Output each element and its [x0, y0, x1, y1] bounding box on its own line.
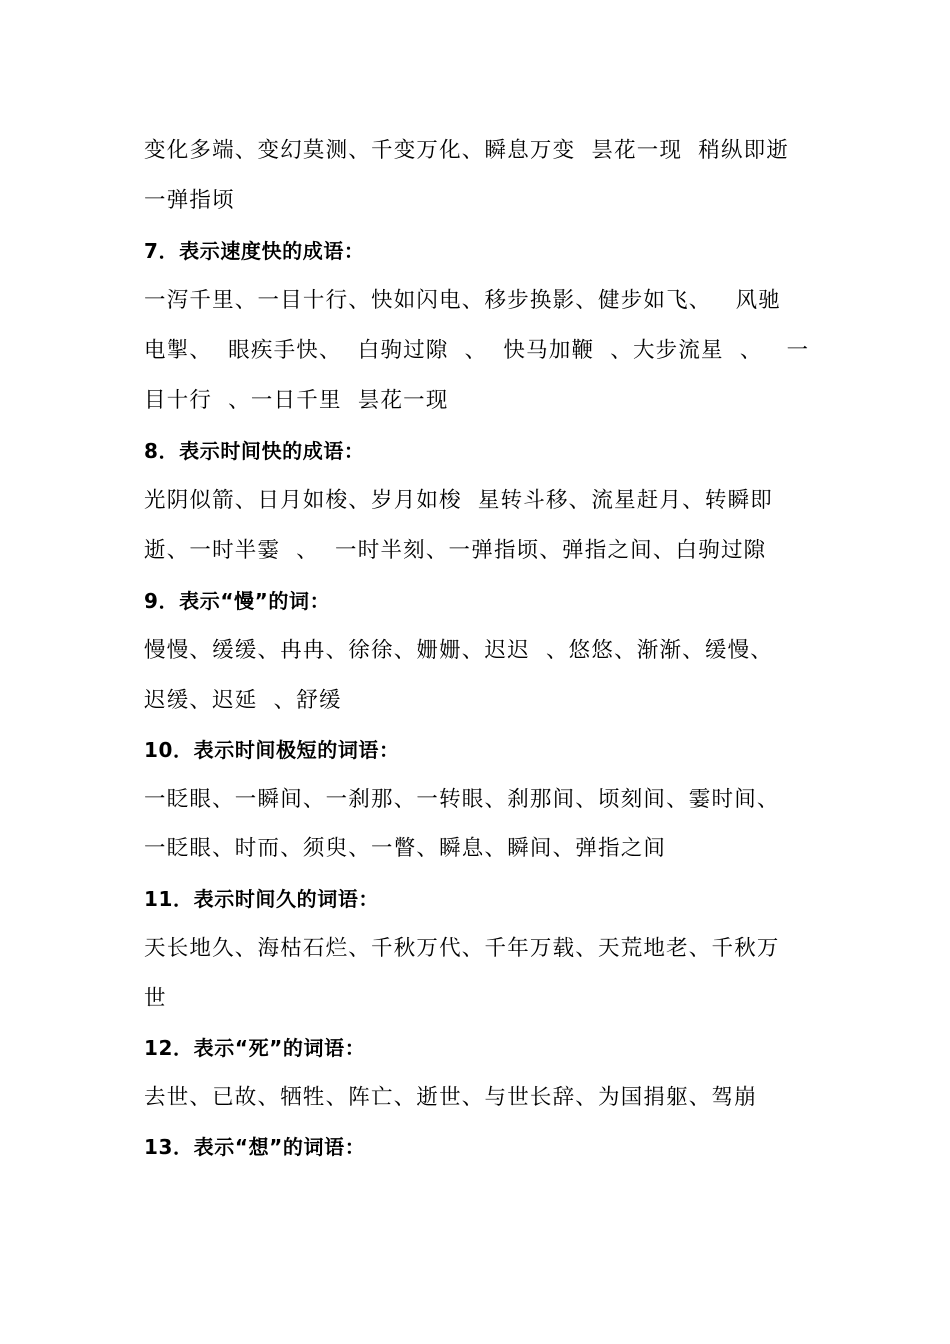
section-heading-8: 8．表示时间快的成语： [144, 439, 365, 463]
body-line: 慢慢、缓缓、冉冉、徐徐、姗姗、迟迟 、悠悠、渐渐、缓慢、 [144, 638, 773, 663]
section-heading-13: 13．表示“想”的词语： [144, 1135, 366, 1159]
section-heading-10: 10．表示时间极短的词语： [144, 738, 400, 762]
section-heading-11: 11．表示时间久的词语： [144, 887, 380, 911]
body-line: 迟缓、迟延 、舒缓 [144, 688, 342, 713]
body-line: 一眨眼、一瞬间、一刹那、一转眼、刹那间、顷刻间、霎时间、 [144, 787, 780, 812]
body-line: 一眨眼、时而、须臾、一瞥、瞬息、瞬间、弹指之间 [144, 836, 667, 861]
section-heading-7: 7．表示速度快的成语： [144, 239, 365, 263]
body-line: 逝、一时半霎 、 一时半刻、一弹指顷、弹指之间、白驹过隙 [144, 538, 767, 563]
section-heading-12: 12．表示“死”的词语： [144, 1036, 366, 1060]
body-line: 一泻千里、一目十行、快如闪电、移步换影、健步如飞、 风驰 [144, 288, 782, 313]
body-line: 世 [144, 986, 167, 1011]
body-line: 变化多端、变幻莫测、千变万化、瞬息万变 昙花一现 稍纵即逝 [144, 138, 790, 163]
section-heading-9: 9．表示“慢”的词： [144, 589, 331, 613]
body-line: 目十行 、一日千里 昙花一现 [144, 388, 449, 413]
body-line: 天长地久、海枯石烂、千秋万代、千年万载、天荒地老、千秋万 [144, 936, 780, 961]
body-line: 一弹指顷 [144, 188, 235, 213]
body-line: 去世、已故、牺牲、阵亡、逝世、与世长辞、为国捐躯、驾崩 [144, 1085, 757, 1110]
body-line: 光阴似箭、日月如梭、岁月如梭 星转斗移、流星赶月、转瞬即 [144, 488, 773, 513]
body-line: 电掣、 眼疾手快、 白驹过隙 、 快马加鞭 、大步流星 、 一 [144, 338, 810, 363]
